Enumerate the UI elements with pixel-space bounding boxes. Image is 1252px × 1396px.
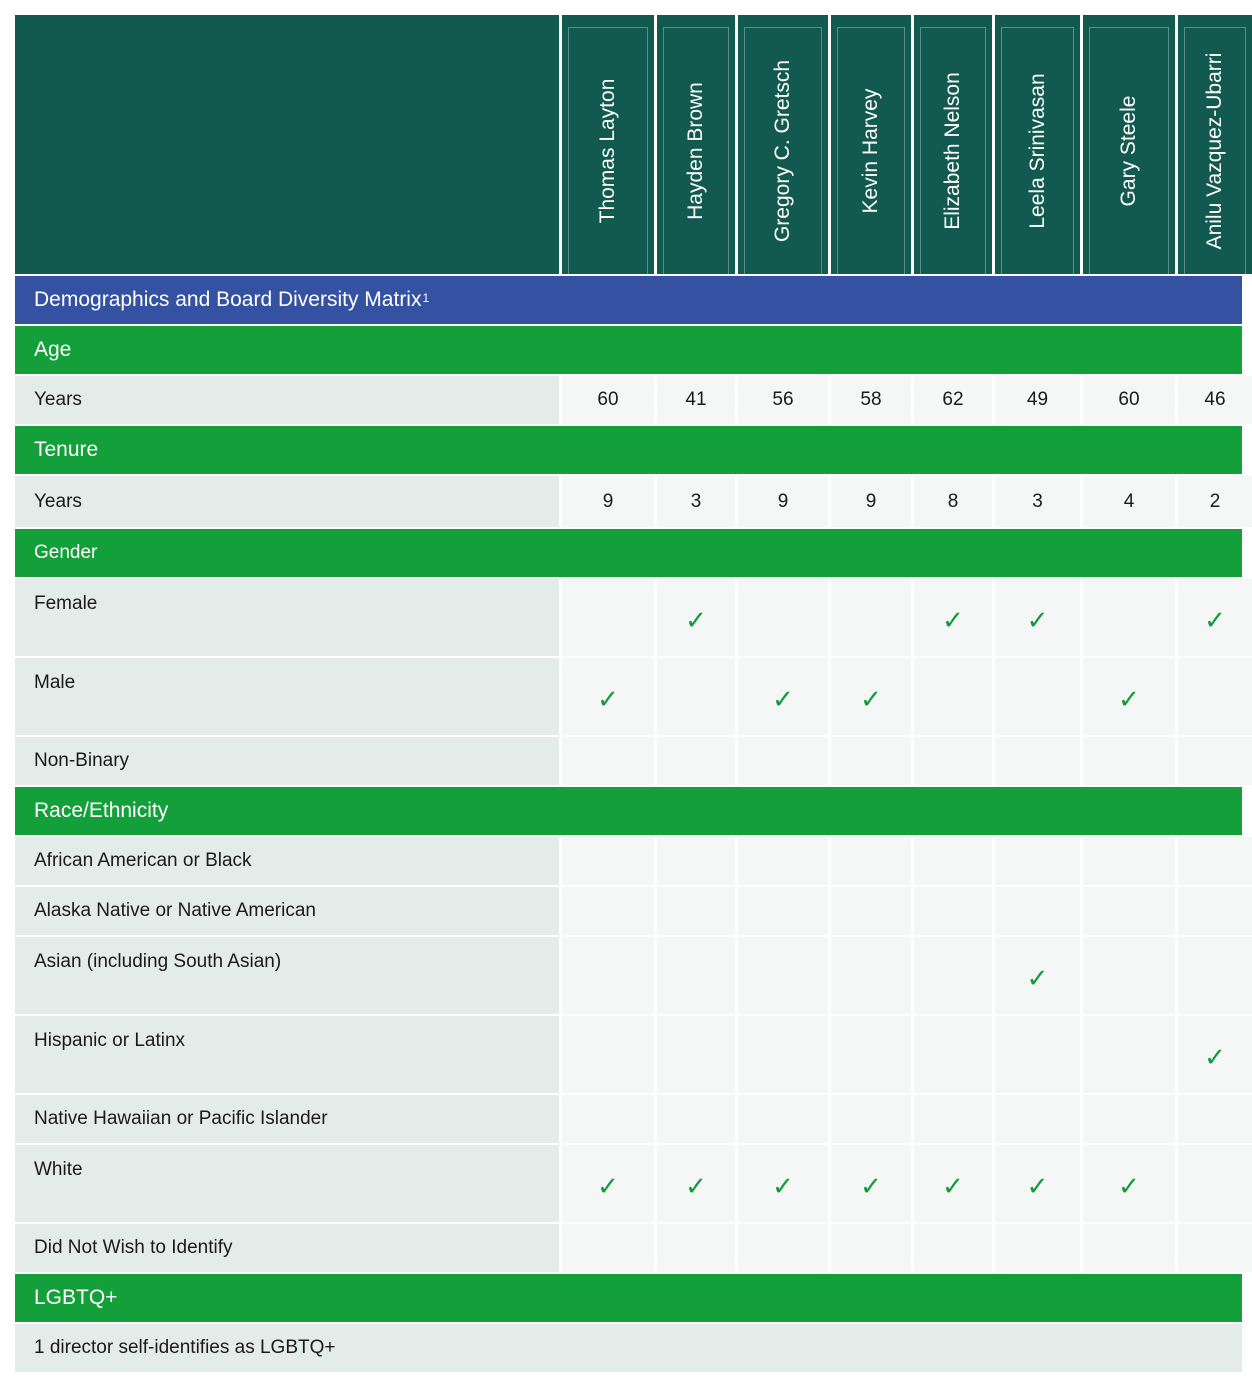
check-cell (654, 658, 735, 735)
director-name: Gary Steele (1117, 95, 1140, 207)
value-cell: 9 (828, 476, 911, 527)
check-cell (828, 658, 911, 735)
check-cell (559, 887, 654, 935)
table-row (15, 376, 1242, 424)
check-cell (654, 1145, 735, 1222)
row-label: White (15, 1145, 559, 1222)
director-column-header (1175, 15, 1252, 274)
director-column-header (1080, 15, 1175, 274)
check-cell (911, 737, 992, 785)
check-cell (735, 1224, 828, 1272)
check-cell (559, 737, 654, 785)
table-row (15, 837, 1242, 885)
value-cell: 2 (1175, 476, 1252, 527)
table-row (15, 1095, 1242, 1143)
row-label: Years (15, 476, 559, 527)
value-cell: 46 (1175, 376, 1252, 424)
check-cell (735, 658, 828, 735)
check-cell (559, 658, 654, 735)
table-row (15, 579, 1242, 656)
check-cell (992, 937, 1080, 1014)
check-cell (828, 579, 911, 656)
check-cell (735, 837, 828, 885)
matrix-title-band (15, 276, 1242, 324)
table-row (15, 887, 1242, 935)
check-cell (828, 1224, 911, 1272)
checkmark-icon: ✓ (597, 684, 619, 715)
check-cell (654, 937, 735, 1014)
title-footnote-marker: 1 (422, 291, 430, 305)
check-cell (911, 1224, 992, 1272)
check-cell (654, 579, 735, 656)
director-name: Hayden Brown (684, 82, 707, 220)
check-cell (559, 1224, 654, 1272)
value-cell: 4 (1080, 476, 1175, 527)
check-cell (1175, 1224, 1252, 1272)
row-label: Non-Binary (15, 737, 559, 785)
checkmark-icon: ✓ (942, 605, 964, 636)
check-cell (654, 837, 735, 885)
board-diversity-matrix (15, 15, 1242, 1372)
row-label: Asian (including South Asian) (15, 937, 559, 1014)
section-header-age (15, 326, 1242, 374)
value-cell: 3 (654, 476, 735, 527)
row-label: Native Hawaiian or Pacific Islander (15, 1095, 559, 1143)
check-cell (559, 1145, 654, 1222)
check-cell (1175, 937, 1252, 1014)
check-cell (992, 658, 1080, 735)
check-cell (654, 1016, 735, 1093)
section-title: LGBTQ+ (34, 1286, 118, 1309)
director-column-header (735, 15, 828, 274)
check-cell (1080, 1016, 1175, 1093)
value-cell: 9 (559, 476, 654, 527)
value-cell: 62 (911, 376, 992, 424)
check-cell (828, 1145, 911, 1222)
check-cell (1080, 1095, 1175, 1143)
section-header-lgbtq (15, 1274, 1242, 1322)
checkmark-icon: ✓ (1118, 684, 1140, 715)
check-cell (1175, 837, 1252, 885)
check-cell (1175, 1016, 1252, 1093)
check-cell (828, 937, 911, 1014)
checkmark-icon: ✓ (1026, 1171, 1049, 1202)
checkmark-icon: ✓ (772, 684, 794, 715)
check-cell (992, 1016, 1080, 1093)
director-column-header (992, 15, 1080, 274)
check-cell (1175, 1145, 1252, 1222)
check-cell (992, 737, 1080, 785)
section-title: Tenure (34, 438, 99, 461)
checkmark-icon: ✓ (860, 684, 882, 715)
check-cell (828, 887, 911, 935)
check-cell (735, 1095, 828, 1143)
checkmark-icon: ✓ (685, 1171, 707, 1202)
lgbtq-note: 1 director self-identifies as LGBTQ+ (15, 1324, 1242, 1372)
row-label: Female (15, 579, 559, 656)
check-cell (1175, 737, 1252, 785)
checkmark-icon: ✓ (772, 1171, 794, 1202)
check-cell (735, 1145, 828, 1222)
value-cell: 41 (654, 376, 735, 424)
section-header-tenure (15, 426, 1242, 474)
row-label: African American or Black (15, 837, 559, 885)
section-header-race (15, 787, 1242, 835)
check-cell (911, 837, 992, 885)
row-label: Male (15, 658, 559, 735)
checkmark-icon: ✓ (1026, 605, 1049, 636)
check-cell (654, 737, 735, 785)
table-row (15, 1224, 1242, 1272)
check-cell (911, 1016, 992, 1093)
check-cell (559, 579, 654, 656)
check-cell (654, 1095, 735, 1143)
checkmark-icon: ✓ (860, 1171, 882, 1202)
check-cell (992, 1095, 1080, 1143)
value-cell: 60 (559, 376, 654, 424)
check-cell (735, 1016, 828, 1093)
value-cell: 3 (992, 476, 1080, 527)
check-cell (992, 837, 1080, 885)
check-cell (828, 1095, 911, 1143)
table-row (15, 737, 1242, 785)
director-name: Leela Srinivasan (1025, 73, 1049, 229)
check-cell (911, 579, 992, 656)
director-name: Thomas Layton (596, 78, 619, 224)
director-column-header (911, 15, 992, 274)
check-cell (911, 1095, 992, 1143)
section-title: Gender (34, 542, 98, 563)
value-cell: 60 (1080, 376, 1175, 424)
section-title: Race/Ethnicity (34, 799, 169, 822)
table-row (15, 937, 1242, 1014)
checkmark-icon: ✓ (1118, 1171, 1140, 1202)
check-cell (559, 937, 654, 1014)
check-cell (654, 1224, 735, 1272)
director-column-header (559, 15, 654, 274)
row-label: Alaska Native or Native American (15, 887, 559, 935)
check-cell (828, 1016, 911, 1093)
table-row (15, 1016, 1242, 1093)
table-row (15, 476, 1242, 527)
value-cell: 56 (735, 376, 828, 424)
check-cell (911, 658, 992, 735)
checkmark-icon: ✓ (685, 605, 707, 636)
check-cell (1175, 658, 1252, 735)
table-row (15, 658, 1242, 735)
check-cell (1175, 579, 1252, 656)
check-cell (1080, 737, 1175, 785)
matrix-title: Demographics and Board Diversity Matrix (34, 288, 422, 311)
director-header (15, 15, 1242, 274)
value-cell: 49 (992, 376, 1080, 424)
check-cell (735, 579, 828, 656)
checkmark-icon: ✓ (1204, 1042, 1226, 1073)
check-cell (559, 837, 654, 885)
check-cell (1175, 887, 1252, 935)
header-corner (15, 15, 559, 274)
check-cell (992, 1224, 1080, 1272)
check-cell (1080, 579, 1175, 656)
check-cell (911, 1145, 992, 1222)
check-cell (828, 837, 911, 885)
director-name: Elizabeth Nelson (941, 72, 964, 230)
check-cell (559, 1016, 654, 1093)
section-title: Age (34, 338, 72, 361)
check-cell (992, 1145, 1080, 1222)
row-label: Years (15, 376, 559, 424)
checkmark-icon: ✓ (597, 1171, 619, 1202)
director-column-header (654, 15, 735, 274)
director-name: Gregory C. Gretsch (771, 59, 794, 243)
check-cell (1080, 658, 1175, 735)
value-cell: 9 (735, 476, 828, 527)
check-cell (559, 1095, 654, 1143)
check-cell (735, 937, 828, 1014)
check-cell (654, 887, 735, 935)
check-cell (992, 579, 1080, 656)
section-header-gender (15, 529, 1242, 577)
check-cell (735, 737, 828, 785)
row-label: Did Not Wish to Identify (15, 1224, 559, 1272)
checkmark-icon: ✓ (1204, 605, 1226, 636)
check-cell (1175, 1095, 1252, 1143)
row-label: Hispanic or Latinx (15, 1016, 559, 1093)
check-cell (1080, 887, 1175, 935)
check-cell (828, 737, 911, 785)
checkmark-icon: ✓ (942, 1171, 964, 1202)
check-cell (911, 937, 992, 1014)
table-row (15, 1145, 1242, 1222)
director-name: Kevin Harvey (859, 88, 882, 214)
check-cell (1080, 1224, 1175, 1272)
director-name: Anilu Vazquez-Ubarri (1203, 52, 1226, 250)
check-cell (992, 887, 1080, 935)
check-cell (1080, 1145, 1175, 1222)
check-cell (911, 887, 992, 935)
director-column-header (828, 15, 911, 274)
checkmark-icon: ✓ (1026, 963, 1049, 994)
value-cell: 58 (828, 376, 911, 424)
check-cell (735, 887, 828, 935)
check-cell (1080, 837, 1175, 885)
check-cell (1080, 937, 1175, 1014)
value-cell: 8 (911, 476, 992, 527)
